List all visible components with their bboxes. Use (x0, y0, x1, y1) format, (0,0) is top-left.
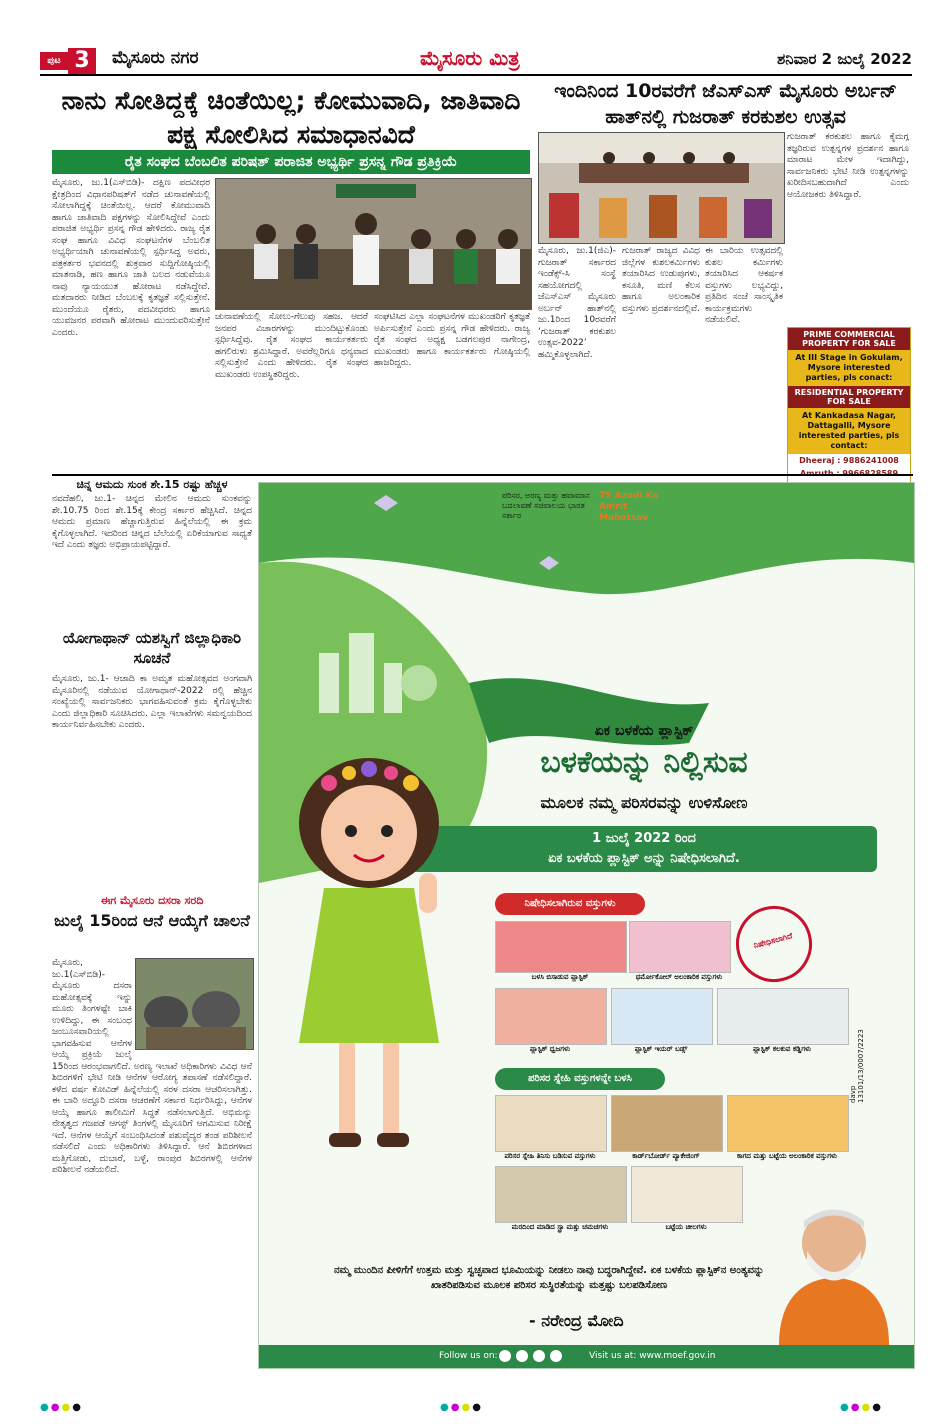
lead-column-4: ಸಂಘಟಿಸಿದ ಎಲ್ಲಾ ಸಂಘಟನೆಗಳ ಮುಖಂಡರಿಗೆ ಕೃತಜ್ಞತೆ ಅರ್ಪಿಸುತ್ತೇನೆ ಎಂದು ಪ್ರಸನ್ನ ಗೌಡ ಹೇಳಿದರು. ರಾಜ್ಯ ರೈತ ಸಂಘದ ಅಧ್ಯಕ್ಷ ಬಡಗಲಪುರ ನಾಗೇಂದ್ರ, ಮುಖಂಡರು ಹಾಗೂ ಕಾರ್ಯಕರ್ತರು ಗೋಷ್ಠಿಯಲ್ಲಿ ಹಾಜರಿದ್ದರು. (374, 312, 530, 368)
eco-label-4: ಮರದಿಂದ ಮಾಡಿದ ಸ್ಟ್ರಾ ಮತ್ತು ಚಮಚಗಳು (511, 1223, 609, 1231)
eco-tile-3 (727, 1095, 849, 1152)
banned-items-title: ನಿಷೇಧಿಸಲಾಗಿರುವ ವಸ್ತುಗಳು (495, 893, 645, 915)
craft-fair-photo (539, 133, 784, 243)
plastic-ban-advertisement (258, 482, 915, 1369)
ministry-name: ಪರಿಸರ, ಅರಣ್ಯ ಮತ್ತು ಹವಾಮಾನ ಬದಲಾವಣೆ ಸಚಿವಾಲಯ ಭಾರತ ಸರ್ಕಾರ (502, 491, 590, 520)
dasara-headline: ಜುಲೈ 15ರಿಂದ ಆನೆ ಆಯ್ಕೆಗೆ ಚಾಲನೆ (54, 911, 250, 930)
dasara-body-text: ಮೈಸೂರು, ಜು.1(ಎಸ್‌ಬಿಡಿ)- ಮೈಸೂರು ದಸರಾ ಮಹೋತ್ಸವಕ್ಕೆ ಇನ್ನು ಮೂರು ತಿಂಗಳಷ್ಟೇ ಬಾಕಿ ಉಳಿದಿದ್ದು, ಈ ಸಂಬಂಧ ಜಂಬೂಸವಾರಿಯಲ್ಲಿ ಭಾಗವಹಿಸುವ ಆನೆಗಳ ಆಯ್ಕೆ ಪ್ರಕ್ರಿಯೆ ಜುಲೈ 15ರಿಂದ ಆರಂಭವಾಗಲಿದೆ. ಅರಣ್ಯ ಇಲಾಖೆ ಅಧಿಕಾರಿಗಳು ವಿವಿಧ ಆನೆ ಶಿಬಿರಗಳಿಗೆ ಭೇಟಿ ನೀಡಿ ಆನೆಗಳ ಆರೋಗ್ಯ ತಪಾಸಣೆ ನಡೆಸಲಿದ್ದಾರೆ. ಕಳೆದ ವರ್ಷ ಕೋವಿಡ್ ಹಿನ್ನೆಲೆಯಲ್ಲಿ ಸರಳ ದಸರಾ ಆಚರಿಸಲಾಗಿತ್ತು. ಈ ಬಾರಿ ಅದ್ದೂರಿ ದಸರಾ ಆಚರಣೆಗೆ ಸರ್ಕಾರ ನಿರ್ಧರಿಸಿದ್ದು, ಆನೆಗಳ ಆಯ್ಕೆ ಹಾಗೂ ತಾಲೀಮಿಗೆ ಸಿದ್ಧತೆ ನಡೆಸಲಾಗುತ್ತಿದೆ. ಅಭಿಮನ್ಯು ನೇತೃತ್ವದ ಗಜಪಡೆ ಆಗಸ್ಟ್ ತಿಂಗಳಲ್ಲಿ ಮೈಸೂರಿಗೆ ಆಗಮಿಸುವ ನಿರೀಕ್ಷೆ ಇದೆ. ಆನೆಗಳ ಆಯ್ಕೆಗೆ ಸಂಬಂಧಿಸಿದಂತೆ ಪಶುವೈದ್ಯರ ತಂಡ ಪರಿಶೀಲನೆ ನಡೆಸಲಿದೆ ಎಂದು ಅಧಿಕಾರಿಗಳು ತಿಳಿಸಿದ್ದಾರೆ. ಆನೆ ಶಿಬಿರಗಳಾದ ಮತ್ತಿಗೋಡು, ದುಬಾರೆ, ಬಳ್ಳೆ, ರಾಂಪುರ ಶಿಬಿರಗಳಲ್ಲಿ ಆನೆಗಳ ಪರಿಶೀಲನೆ ನಡೆಯಲಿದೆ. (52, 958, 252, 1175)
gold-duty-headline: ಚಿನ್ನ ಆಮದು ಸುಂಕ ಶೇ.15 ರಷ್ಟು ಹೆಚ್ಚಳ (76, 478, 228, 491)
eco-tile-4 (495, 1166, 627, 1223)
gujarat-headline: ಇಂದಿನಿಂದ 10ರವರೆಗೆ ಜೆಎಸ್‌ಎಸ್ ಮೈಸೂರು ಅರ್ಬನ್ ಹಾತ್‌ನಲ್ಲಿ ಗುಜರಾತ್ ಕರಕುಶಲ ಉತ್ಸವ (554, 80, 897, 128)
eco-tile-2 (611, 1095, 723, 1152)
classified-head-2: RESIDENTIAL PROPERTY FOR SALE (788, 386, 910, 408)
facebook-icon[interactable] (499, 1350, 511, 1362)
youtube-icon[interactable] (550, 1350, 562, 1362)
banned-tile-3 (495, 988, 607, 1045)
classified-body-2: At Kankadasa Nagar, Dattagalli, Mysore interested parties, pls contact: (788, 408, 910, 454)
gujarat-column-1: ಮೈಸೂರು, ಜು.1(ಜಿಎ)- ಗುಜರಾತ್ ಸರ್ಕಾರದ ಇಂಡೆಕ್ಸ್-ಸಿ ಸಂಸ್ಥೆ ಸಹಯೋಗದಲ್ಲಿ ಜೆಎಸ್‌ಎಸ್ ಮೈಸೂರು ಅರ್ಬನ್ ಹಾತ್‌ನಲ್ಲಿ ಜು.1ರಿಂದ 10ರವರೆಗೆ ‘ಗುಜರಾತ್ ಕರಕುಶಲ ಉತ್ಸವ-2022’ ಹಮ್ಮಿಕೊಳ್ಳಲಾಗಿದೆ. (538, 246, 616, 360)
classified-phone-1: Dheeraj : 9886241008 (788, 454, 910, 467)
lead-photo (215, 178, 532, 310)
banned-label-4: ಪ್ಲಾಸ್ಟಿಕ್ ಇಯರ್ ಬಡ್ಸ್ (634, 1045, 688, 1053)
eco-tile-1 (495, 1095, 607, 1152)
banned-label-5: ಪ್ಲಾಸ್ಟಿಕ್ ಕಲಕುವ ಕಡ್ಡಿಗಳು (752, 1045, 812, 1053)
ad-footer (259, 1345, 914, 1368)
yoga-headline: ಯೋಗಾಥಾನ್ ಯಶಸ್ವಿಗೆ ಜಿಲ್ಲಾಧಿಕಾರಿ ಸೂಚನೆ (62, 629, 242, 667)
ban-date-line-2: ಏಕ ಬಳಕೆಯ ಪ್ಲಾಸ್ಟಿಕ್ ಅನ್ನು ನಿಷೇಧಿಸಲಾಗಿದೆ. (548, 851, 740, 866)
gold-duty-body: ನವದೆಹಲಿ, ಜು.1- ಚಿನ್ನದ ಮೇಲಿನ ಆಮದು ಸುಂಕವನ್ನು ಶೇ.10.75 ರಿಂದ ಶೇ.15ಕ್ಕೆ ಕೇಂದ್ರ ಸರ್ಕಾರ ಹೆಚ್ಚಿಸಿದೆ. ಚಿನ್ನದ ಆಮದು ಪ್ರಮಾಣ ಹೆಚ್ಚಾಗುತ್ತಿರುವ ಹಿನ್ನೆಲೆಯಲ್ಲಿ ಈ ಕ್ರಮ ಕೈಗೊಳ್ಳಲಾಗಿದೆ. ಇದರಿಂದ ಚಿನ್ನದ ಬೆಲೆಯಲ್ಲಿ ಏರಿಕೆಯಾಗುವ ಸಾಧ್ಯತೆ ಇದೆ ಎಂದು ತಜ್ಞರು ಅಭಿಪ್ರಾಯಪಟ್ಟಿದ್ದಾರೆ. (52, 494, 252, 550)
gujarat-column-2: ಗುಜರಾತ್ ರಾಜ್ಯದ ವಿವಿಧ ಜಿಲ್ಲೆಗಳ ಕುಶಲಕರ್ಮಿಗಳು ತಯಾರಿಸಿದ ಉಡುಪುಗಳು, ಕಸೂತಿ, ಮಣಿ ಕೆಲಸ ಹಾಗೂ ಅಲಂಕಾರಿಕ ವಸ್ತುಗಳು ಪ್ರದರ್ಶನದಲ್ಲಿವೆ. (622, 246, 700, 314)
page-tag: ಪುಟ (40, 52, 68, 70)
yoga-body: ಮೈಸೂರು, ಜು.1- ಆಜಾದಿ ಕಾ ಅಮೃತ ಮಹೋತ್ಸವದ ಅಂಗವಾಗಿ ಮೈಸೂರಿನಲ್ಲಿ ನಡೆಯುವ ಯೋಗಾಥಾನ್-2022 ರಲ್ಲಿ ಹೆಚ್ಚಿನ ಸಂಖ್ಯೆಯಲ್ಲಿ ಸಾರ್ವಜನಿಕರು ಭಾಗವಹಿಸುವಂತೆ ಕ್ರಮ ಕೈಗೊಳ್ಳಬೇಕು ಎಂದು ಜಿಲ್ಲಾಧಿಕಾರಿ ಸೂಚಿಸಿದರು. ಎಲ್ಲಾ ಇಲಾಖೆಗಳು ಸಮನ್ವಯದಿಂದ ಕಾರ್ಯನಿರ್ವಹಿಸಬೇಕು ಎಂದರು. (52, 674, 252, 730)
gujarat-column-right: ಗುಜರಾತ್ ಕರಕುಶಲ ಹಾಗೂ ಕೈಮಗ್ಗ ತಜ್ಞರಿರುವ ಉತ್ಪನ್ನಗಳ ಪ್ರದರ್ಶನ ಹಾಗೂ ಮಾರಾಟ ಮೇಳ ಇದಾಗಿದ್ದು, ಸಾರ್ವಜನಿಕರು ಭೇಟಿ ನೀಡಿ ಉತ್ಪನ್ನಗಳನ್ನು ಖರೀದಿಸಬಹುದಾಗಿದೆ ಎಂದು ಆಯೋಜಕರು ತಿಳಿಸಿದ್ದಾರೆ. (787, 132, 909, 200)
registration-marks-right: ●●●● (840, 1402, 883, 1413)
pm-signature: - ನರೇಂದ್ರ ಮೋದಿ (529, 1311, 624, 1330)
classified-body-1: At III Stage in Gokulam, Mysore interested parties, pls conact: (788, 350, 910, 386)
girl-illustration (269, 743, 489, 1163)
gujarat-column-3: ಈ ಬಾರಿಯ ಉತ್ಸವದಲ್ಲಿ ಕುಶಲ ಕರ್ಮಿಗಳು ತಯಾರಿಸಿದ ಆಕರ್ಷಕ ವಸ್ತುಗಳು ಲಭ್ಯವಿದ್ದು, ಪ್ರತಿದಿನ ಸಂಜೆ ಸಾಂಸ್ಕೃತಿಕ ಕಾರ್ಯಕ್ರಮಗಳು ನಡೆಯಲಿವೆ. (705, 246, 783, 325)
eco-label-5: ಬಟ್ಟೆಯ ಚೀಲಗಳು (665, 1223, 707, 1231)
ad-headline-2: ಬಳಕೆಯನ್ನು ನಿಲ್ಲಿಸುವ (540, 745, 748, 780)
website-link[interactable]: Visit us at: www.moef.gov.in (589, 1351, 716, 1361)
eco-label-2: ಕಾರ್ಡ್‌ಬೋರ್ಡ್ ಪ್ಯಾಕೇಜಿಂಗ್ (632, 1152, 700, 1160)
davp-code: davp 13101/13/0007/2223 (849, 1029, 865, 1103)
lead-column-1: ಮೈಸೂರು, ಜು.1(ಎಸ್‌ಬಿಡಿ)- ದಕ್ಷಿಣ ಪದವೀಧರ ಕ್ಷೇತ್ರದಿಂದ ವಿಧಾನಪರಿಷತ್‌ಗೆ ನಡೆದ ಚುನಾವಣೆಯಲ್ಲಿ ಸೋಲಾಗಿದ್ದಕ್ಕೆ ಚಿಂತೆಯಿಲ್ಲ. ಆದರೆ ಕೋಮುವಾದಿ ಹಾಗೂ ಜಾತಿವಾದಿ ಪಕ್ಷಗಳನ್ನು ಸೋಲಿಸಿದ್ದೇವೆ ಎಂದು ಪರಾಜಿತ ಅಭ್ಯರ್ಥಿ ಪ್ರಸನ್ನ ಗೌಡ ಹೇಳಿದರು. ರಾಜ್ಯ ರೈತ ಸಂಘ ಹಾಗೂ ವಿವಿಧ ಸಂಘಟನೆಗಳ ಬೆಂಬಲಿತ ಅಭ್ಯರ್ಥಿಯಾಗಿ ಚುನಾವಣೆಯಲ್ಲಿ ಸ್ಪರ್ಧಿಸಿದ್ದ ಅವರು, ಪತ್ರಕರ್ತರ ಭವನದಲ್ಲಿ ಶುಕ್ರವಾರ ಸುದ್ದಿಗೋಷ್ಠಿಯಲ್ಲಿ ಮಾತನಾಡಿ, ಹಣ ಹಾಗೂ ಜಾತಿ ಬಲದ ನಡುವೆಯೂ ನಾವು ನ್ಯಾಯಯುತ ಹೋರಾಟ ನಡೆಸಿದ್ದೇವೆ. ಮತದಾರರು ನೀಡಿದ ಬೆಂಬಲಕ್ಕೆ ಕೃತಜ್ಞತೆ ಸಲ್ಲಿಸುತ್ತೇನೆ. ಮುಂದೆಯೂ ರೈತರು, ಪದವೀಧರರು ಹಾಗೂ ಯುವಜನರ ಪರವಾಗಿ ಹೋರಾಟ ಮುಂದುವರಿಸುತ್ತೇನೆ ಎಂದರು. (52, 178, 210, 338)
dasara-kicker: ಈಗ ಮೈಸೂರು ದಸರಾ ಸರದಿ (100, 894, 204, 907)
ad-headline-3: ಮೂಲಕ ನಮ್ಮ ಪರಿಸರವನ್ನು ಉಳಿಸೋಣ (540, 793, 748, 812)
ad-headline-1: ಏಕ ಬಳಕೆಯ ಪ್ಲಾಸ್ಟಿಕ್ (594, 723, 694, 739)
banned-label-3: ಪ್ಲಾಸ್ಟಿಕ್ ಧ್ವಜಗಳು (529, 1045, 571, 1053)
registration-marks-center: ●●●● (440, 1402, 483, 1413)
page-number: 3 (68, 48, 96, 74)
eco-label-3: ಕಾಗದ ಮತ್ತು ಬಟ್ಟೆಯ ಅಲಂಕಾರಿಕ ವಸ್ತುಗಳು (736, 1152, 838, 1160)
photo-float-spacer (132, 958, 252, 1052)
section-divider (52, 474, 913, 476)
banned-label-2: ಥರ್ಮೋಕೋಲ್ ಅಲಂಕಾರಿಕ ವಸ್ತುಗಳು (635, 973, 723, 981)
issue-date: ಶನಿವಾರ 2 ಜುಲೈ 2022 (777, 50, 912, 68)
ban-date-line-1: 1 ಜುಲೈ 2022 ರಿಂದ (592, 831, 696, 846)
follow-label: Follow us on: (439, 1351, 498, 1361)
gujarat-photo (538, 132, 785, 244)
pm-portrait (759, 1173, 909, 1345)
eco-tile-5 (631, 1166, 743, 1223)
banned-stamp: ನಿಷೇಧಿಸಲಾಗಿದೆ (727, 897, 820, 990)
lead-column-3: ಚುನಾವಣೆಯಲ್ಲಿ ಸೋಲು-ಗೆಲುವು ಸಹಜ. ಆದರೆ ಜನಪರ ವಿಚಾರಗಳನ್ನು ಮುಂದಿಟ್ಟುಕೊಂಡು ಸ್ಪರ್ಧಿಸಿದ್ದೆವು. ರೈತ ಸಂಘದ ಕಾರ್ಯಕರ್ತರು ಹಗಲಿರುಳು ಶ್ರಮಿಸಿದ್ದಾರೆ. ಅವರೆಲ್ಲರಿಗೂ ಧನ್ಯವಾದ ಸಲ್ಲಿಸುತ್ತೇನೆ ಎಂದು ಹೇಳಿದರು. ರೈತ ಸಂಘದ ಮುಖಂಡರು ಉಪಸ್ಥಿತರಿದ್ದರು. (215, 312, 368, 380)
banned-tile-4 (611, 988, 713, 1045)
banned-label-1: ಬಳಸಿ ಬಿಸಾಡುವ ಪ್ಲಾಸ್ಟಿಕ್ (531, 973, 589, 981)
pm-quote: ನಮ್ಮ ಮುಂದಿನ ಪೀಳಿಗೆಗೆ ಉತ್ತಮ ಮತ್ತು ಸ್ವಚ್ಛವಾದ ಭೂಮಿಯನ್ನು ನೀಡಲು ನಾವು ಬದ್ಧರಾಗಿದ್ದೇವೆ. ಏಕ ಬಳಕೆಯ ಪ್ಲಾಸ್ಟಿಕ್‌ನ ಅಂತ್ಯವನ್ನು ಖಾತರಿಪಡಿಸುವ ಮೂಲಕ ಪರಿಸರ ಸುಸ್ಥಿರತೆಯನ್ನು ಮತ್ತಷ್ಟು ಬಲಪಡಿಸೋಣ (333, 1265, 765, 1291)
eco-label-1: ಪರಿಸರ ಸ್ನೇಹಿ ತಿನಿಸು ಬಡಿಸುವ ವಸ್ತುಗಳು (504, 1152, 596, 1160)
banned-tile-5 (717, 988, 849, 1045)
lead-headline: ನಾನು ಸೋತಿದ್ದಕ್ಕೆ ಚಿಂತೆಯಿಲ್ಲ; ಕೋಮುವಾದಿ, ಜಾತಿವಾದಿ ಪಕ್ಷ ಸೋಲಿಸಿದ ಸಮಾಧಾನವಿದೆ (61, 86, 521, 149)
lead-subhead: ರೈತ ಸಂಘದ ಬೆಂಬಲಿತ ಪರಿಷತ್ ಪರಾಜಿತ ಅಭ್ಯರ್ಥಿ ಪ್ರಸನ್ನ ಗೌಡ ಪ್ರತಿಕ್ರಿಯೆ (52, 150, 530, 174)
masthead-logo: ಮೈಸೂರು ಮಿತ್ರ (420, 46, 520, 70)
section-title: ಮೈಸೂರು ನಗರ (112, 48, 199, 68)
eco-items-title: ಪರಿಸರ ಸ್ನೇಹಿ ವಸ್ತುಗಳನ್ನೇ ಬಳಸಿ (495, 1068, 665, 1090)
twitter-icon[interactable] (516, 1350, 528, 1362)
press-meet-photo (216, 179, 531, 309)
azadi-logo: 75 Azadi Ka Amrit Mahotsav (599, 491, 659, 523)
banned-tile-2 (629, 921, 731, 973)
dasara-body (52, 958, 252, 1366)
registration-marks-left: ●●●● (40, 1402, 83, 1413)
classified-head-1: PRIME COMMERCIAL PROPERTY FOR SALE (788, 328, 910, 350)
page-header (40, 46, 912, 76)
banned-tile-1 (495, 921, 627, 973)
instagram-icon[interactable] (533, 1350, 545, 1362)
